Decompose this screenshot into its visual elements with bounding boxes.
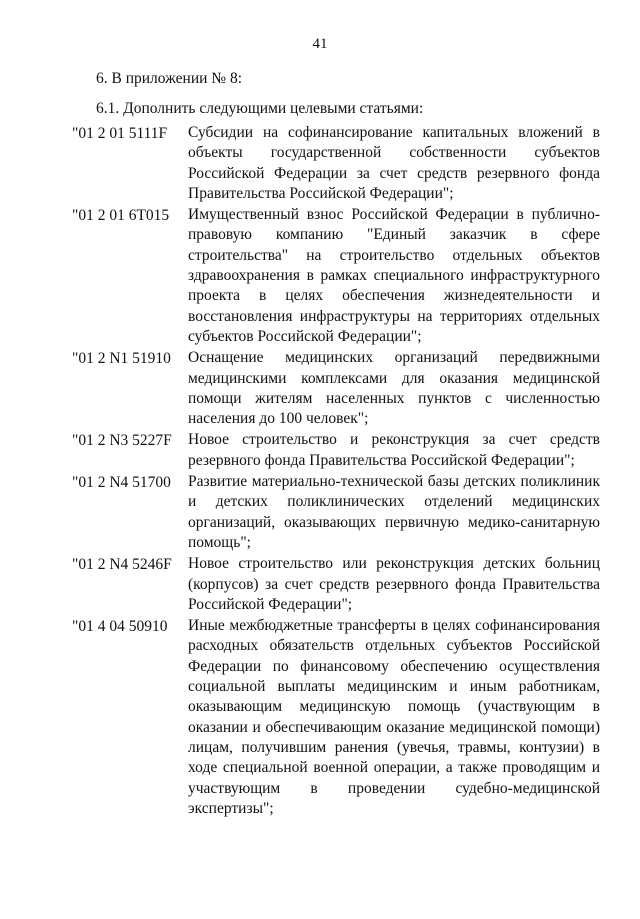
subsection-heading: 6.1. Дополнить следующими целевыми статьями: bbox=[96, 100, 424, 117]
target-article-entry bbox=[0, 348, 640, 429]
article-code: "01 2 01 5111F bbox=[72, 125, 168, 142]
article-description: Развитие материально-технической базы детских поликлиник и детских поликлинических отделений медицинских организаций, оказывающих первичную медико-санитарную помощь"; bbox=[188, 473, 600, 551]
article-description: Иные межбюджетные трансферты в целях софинансирования расходных обязательств отдельных субъектов Российской Федерации по финансовому обеспечению осуществления социальной выплаты медицинским и иным работникам, оказывающим медицинскую помощь (участвующим в оказании и обеспечивающим оказание медицинской помощи) лицам, получившим ранения (увечья, травмы, контузии) в ходе специальной военной операции, а также проводящим и участвующим в проведении судебно-медицинской экспертизы"; bbox=[188, 617, 600, 817]
article-code: "01 2 N4 51700 bbox=[72, 474, 171, 492]
target-articles-list bbox=[0, 123, 640, 819]
article-description: Субсидии на софинансирование капитальных вложений в объекты государственной собственности субъектов Российской Федерации за счет средств резервного фонда Правительства Российской Федерации"; bbox=[188, 124, 600, 202]
target-article-entry bbox=[0, 554, 640, 615]
article-code: "01 2 N3 5227F bbox=[72, 432, 172, 450]
article-code: "01 2 N4 5246F bbox=[72, 556, 172, 574]
target-article-entry bbox=[0, 430, 640, 471]
article-description: Имущественный взнос Российской Федерации в публично-правовую компанию "Единый заказчик в сфере строительства" на строительство отдельных объектов здравоохранения в рамках специального инфраструктурного проекта в целях обеспечения жизнедеятельности и восстановления инфраструктуры на территориях отдельных субъектов Российской Федерации"; bbox=[188, 206, 600, 345]
target-article-entry bbox=[0, 123, 640, 204]
page-number: 41 bbox=[312, 36, 328, 52]
section-heading: 6. В приложении № 8: bbox=[96, 70, 243, 87]
article-code: "01 2 N1 51910 bbox=[72, 350, 171, 368]
target-article-entry bbox=[0, 205, 640, 347]
target-article-entry bbox=[0, 616, 640, 819]
article-code: "01 4 04 50910 bbox=[72, 618, 168, 636]
article-description: Новое строительство или реконструкция детских больниц (корпусов) за счет средств резервного фонда Правительства Российской Федерации"; bbox=[188, 555, 600, 613]
target-article-entry bbox=[0, 472, 640, 553]
article-code: "01 2 01 6T015 bbox=[72, 207, 170, 225]
article-description: Новое строительство и реконструкция за счет средств резервного фонда Правительства Российской Федерации"; bbox=[188, 431, 600, 469]
article-description: Оснащение медицинских организаций передвижными медицинскими комплексами для оказания медицинской помощи жителям населенных пунктов с численностью населения до 100 человек"; bbox=[188, 349, 600, 428]
